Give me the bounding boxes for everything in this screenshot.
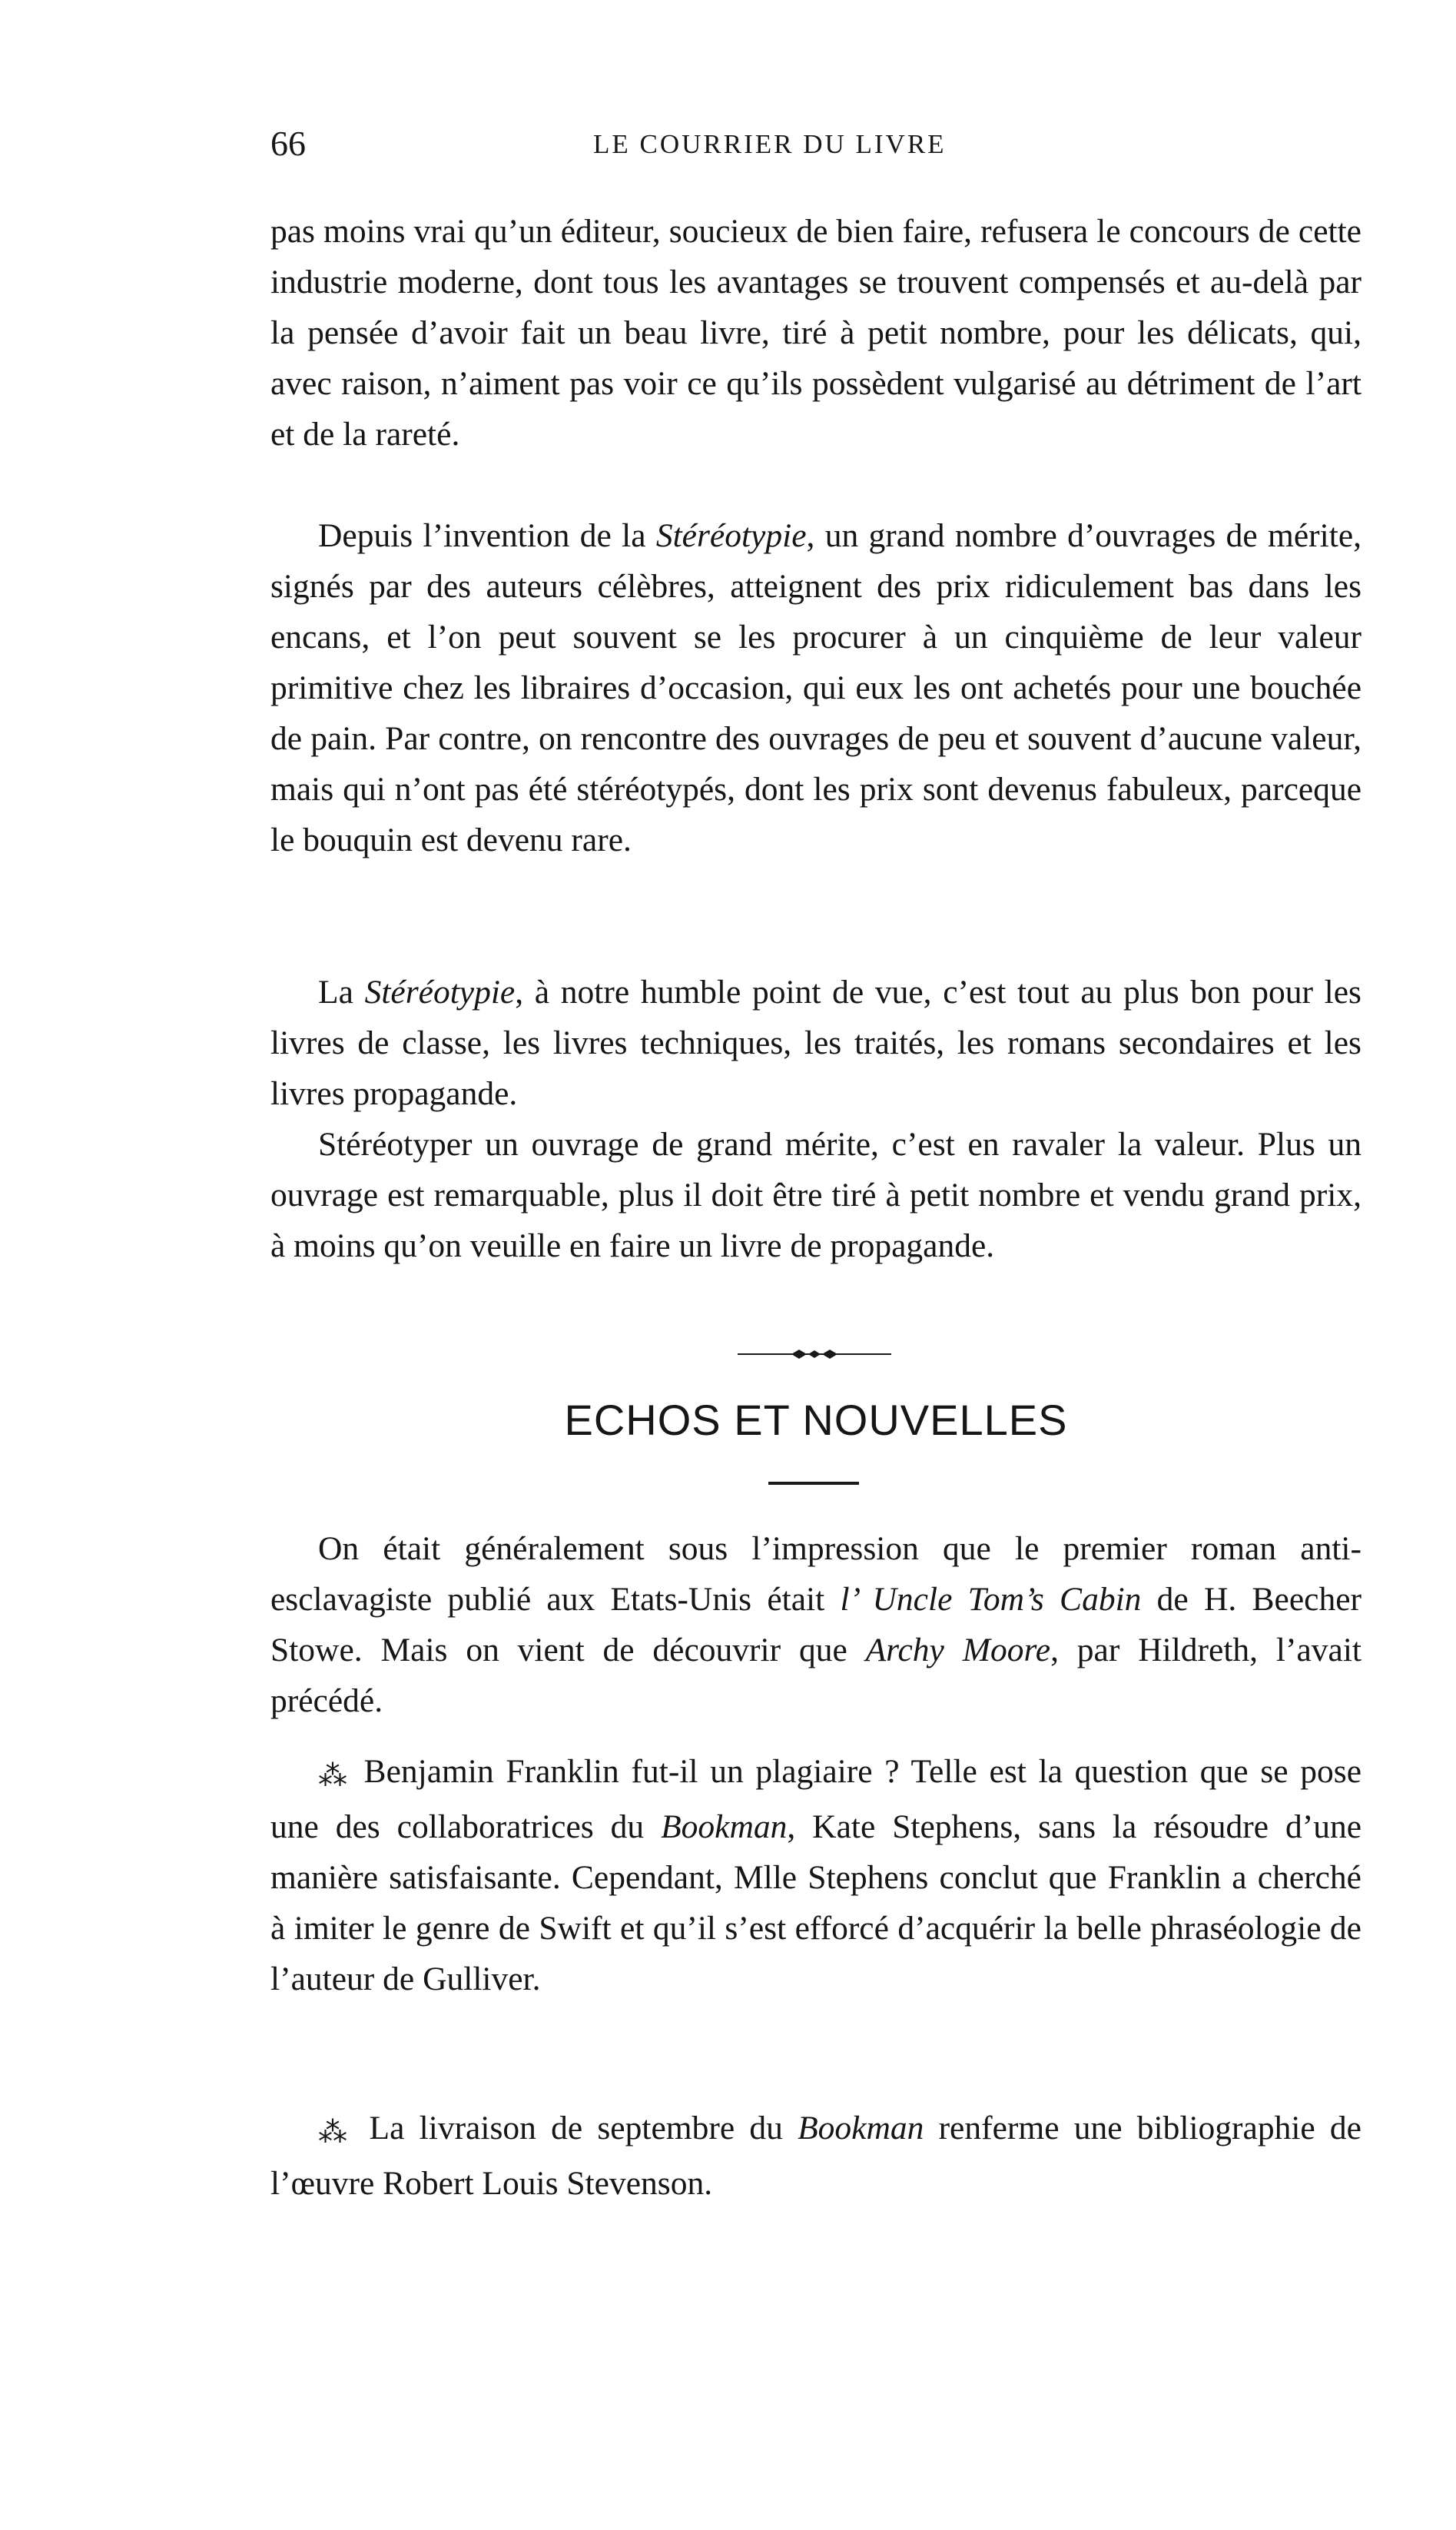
paragraph-text-start: Depuis l’invention de la	[318, 517, 656, 554]
paragraph-text	[270, 1746, 1361, 2004]
asterism-icon: ⁂	[318, 1760, 352, 1792]
echo-text-start: La livraison de septembre du	[354, 2110, 798, 2147]
paragraph-text	[270, 1523, 1361, 1726]
emphasis-stereotypie: Stéréotypie	[655, 517, 807, 554]
heading-rule	[768, 1482, 859, 1485]
journal-title-bookman: Bookman	[661, 1808, 788, 1845]
echo-item-1	[270, 1523, 1361, 1726]
running-head	[270, 123, 1361, 177]
echo-text-start: On était généralement sous l’impression que le premier roman anti-esclavagiste publié aux Etats-Unis était	[270, 1530, 1361, 1618]
echo-item-3	[270, 2103, 1361, 2209]
section-divider-ornament	[738, 1346, 891, 1362]
section-heading: ECHOS ET NOUVELLES	[564, 1396, 1068, 1444]
journal-title: LE COURRIER DU LIVRE	[593, 129, 947, 159]
paragraph-text	[270, 2103, 1361, 2209]
echo-text-start: Benjamin Franklin fut-il un plagiaire ? Telle est la question que se pose une des collaboratrices du	[270, 1753, 1362, 1845]
paragraph-text	[270, 510, 1361, 865]
emphasis-stereotypie: Stéréotypie	[364, 974, 516, 1011]
book-title-archy-moore: Archy Moore	[865, 1632, 1051, 1668]
page-number: 66	[270, 124, 306, 163]
book-title-uncle-toms-cabin: l’ Uncle Tom’s Cabin	[840, 1581, 1142, 1618]
echo-text-end: renferme une bibliographie de l’œuvre Robert Louis Stevenson.	[270, 2110, 1361, 2202]
paragraph-text-start: La	[318, 974, 365, 1011]
paragraph-text-end: , à notre humble point de vue, c’est tout au plus bon pour les livres de classe, les livres techniques, les traités, les romans secondaires et les livres propagande.	[270, 974, 1361, 1112]
article-paragraph-1	[270, 206, 1361, 460]
article-paragraph-2	[270, 510, 1361, 865]
asterism-icon: ⁂	[318, 2117, 355, 2149]
echo-text-end: , par Hildreth, l’avait précédé.	[270, 1632, 1362, 1719]
paragraph-text: pas moins vrai qu’un éditeur, soucieux de bien faire, refusera le concours de cette industrie moderne, dont tous les avantages se trouvent compensés et au-delà par la pensée d’avoir fait un beau livre, tiré à petit nombre, pour les délicats, qui, avec raison, n’aiment pas voir ce qu’ils possèdent vulgarisé au détriment de l’art et de la rareté.	[270, 213, 1361, 453]
paragraph-text: Stéréotyper un ouvrage de grand mérite, c’est en ravaler la valeur. Plus un ouvrage est remarquable, plus il doit être tiré à petit nombre et vendu grand prix, à moins qu’on veuille en faire un livre de propagande.	[270, 1126, 1361, 1264]
echo-item-2	[270, 1746, 1361, 2004]
journal-title-bookman: Bookman	[798, 2110, 924, 2147]
paragraph-text-end: , un grand nombre d’ouvrages de mérite, signés par des auteurs célèbres, atteignent des prix ridiculement bas dans les encans, et l’on peut souvent se les procurer à un cinquième de leur valeur primitive chez les libraires d’occasion, qui eux les ont achetés pour une bouchée de pain. Par contre, on rencontre des ouvrages de peu et souvent d’aucune valeur, mais qui n’ont pas été stéréotypés, dont les prix sont devenus fabuleux, parceque le bouquin est devenu rare.	[270, 517, 1362, 858]
article-paragraph-4	[270, 1119, 1361, 1271]
echo-text-end: , Kate Stephens, sans la résoudre d’une manière satisfaisante. Cependant, Mlle Stephens conclut que Franklin a cherché à imiter le genre de Swift et qu’il s’est efforcé d’acquérir la belle phraséologie de l’auteur de Gulliver.	[270, 1808, 1361, 1997]
echo-text-middle: de H. Beecher Stowe. Mais on vient de découvrir que	[270, 1581, 1362, 1668]
article-paragraph-3	[270, 967, 1361, 1119]
paragraph-text	[270, 967, 1361, 1119]
